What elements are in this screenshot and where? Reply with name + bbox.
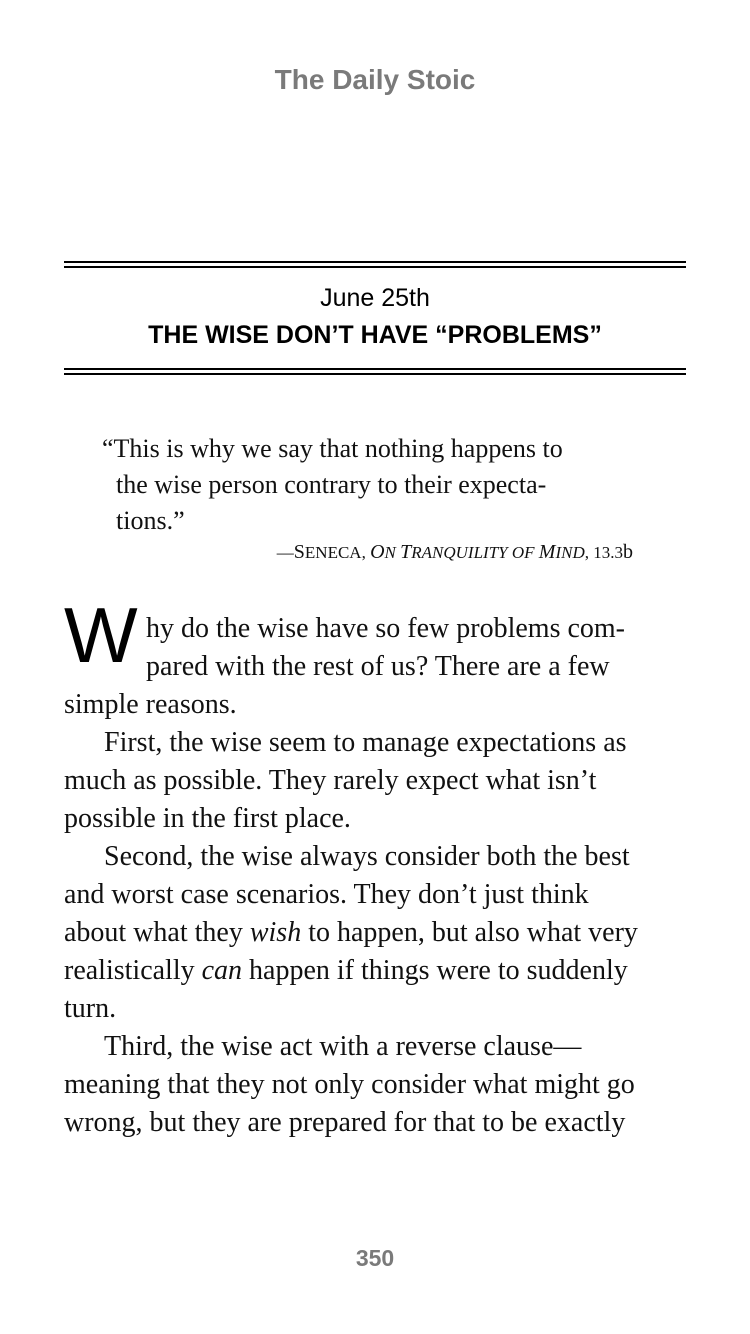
emphasis-can: can <box>201 955 243 986</box>
body-line: First, the wise seem to manage expectations as <box>104 727 627 758</box>
epigraph-attribution <box>277 541 633 564</box>
body-line: Third, the wise act with a reverse clause— <box>104 1031 582 1062</box>
body-line: turn. <box>64 993 117 1024</box>
attribution-author: ENECA <box>304 543 362 562</box>
body-line: realistically can happen if things were to suddenly <box>64 955 628 986</box>
body-line: meaning that they not only consider what might go <box>64 1069 635 1100</box>
attribution-work: ON TRANQUILITY OF MIND <box>370 541 585 563</box>
attribution-reference-suffix: b <box>623 541 633 563</box>
body-line: pared with the rest of us? There are a few <box>146 651 610 682</box>
page-number: 350 <box>355 1245 395 1271</box>
attribution-dash: — <box>276 543 294 562</box>
entry-body <box>64 591 686 1142</box>
body-line: Second, the wise always consider both the best <box>104 841 630 872</box>
drop-cap: W <box>64 591 138 679</box>
body-line: hy do the wise have so few problems com- <box>146 613 625 644</box>
attribution-comma: , <box>361 543 371 562</box>
header-rule-top <box>64 261 686 268</box>
entry-date: June 25th <box>320 284 430 312</box>
emphasis-wish: wish <box>249 917 302 948</box>
epigraph-line: tions.” <box>116 506 185 535</box>
body-line: much as possible. They rarely expect what isn’t <box>64 765 597 796</box>
body-line: simple reasons. <box>64 689 237 720</box>
epigraph-line: “This is why we say that nothing happens to <box>102 434 563 463</box>
body-line: possible in the first place. <box>64 803 351 834</box>
attribution-author-initial: S <box>293 541 305 563</box>
book-title: The Daily Stoic <box>274 64 476 95</box>
body-line: about what they wish to happen, but also what very <box>64 917 638 948</box>
epigraph-quote <box>102 431 622 539</box>
header-rule-bottom <box>64 368 686 375</box>
entry-title: THE WISE DON’T HAVE “PROBLEMS” <box>148 321 602 349</box>
body-line: wrong, but they are prepared for that to be exactly <box>64 1107 626 1138</box>
body-line: and worst case scenarios. They don’t just think <box>64 879 589 910</box>
attribution-reference: , 13.3 <box>584 543 623 562</box>
epigraph-line: the wise person contrary to their expecta- <box>116 470 547 499</box>
